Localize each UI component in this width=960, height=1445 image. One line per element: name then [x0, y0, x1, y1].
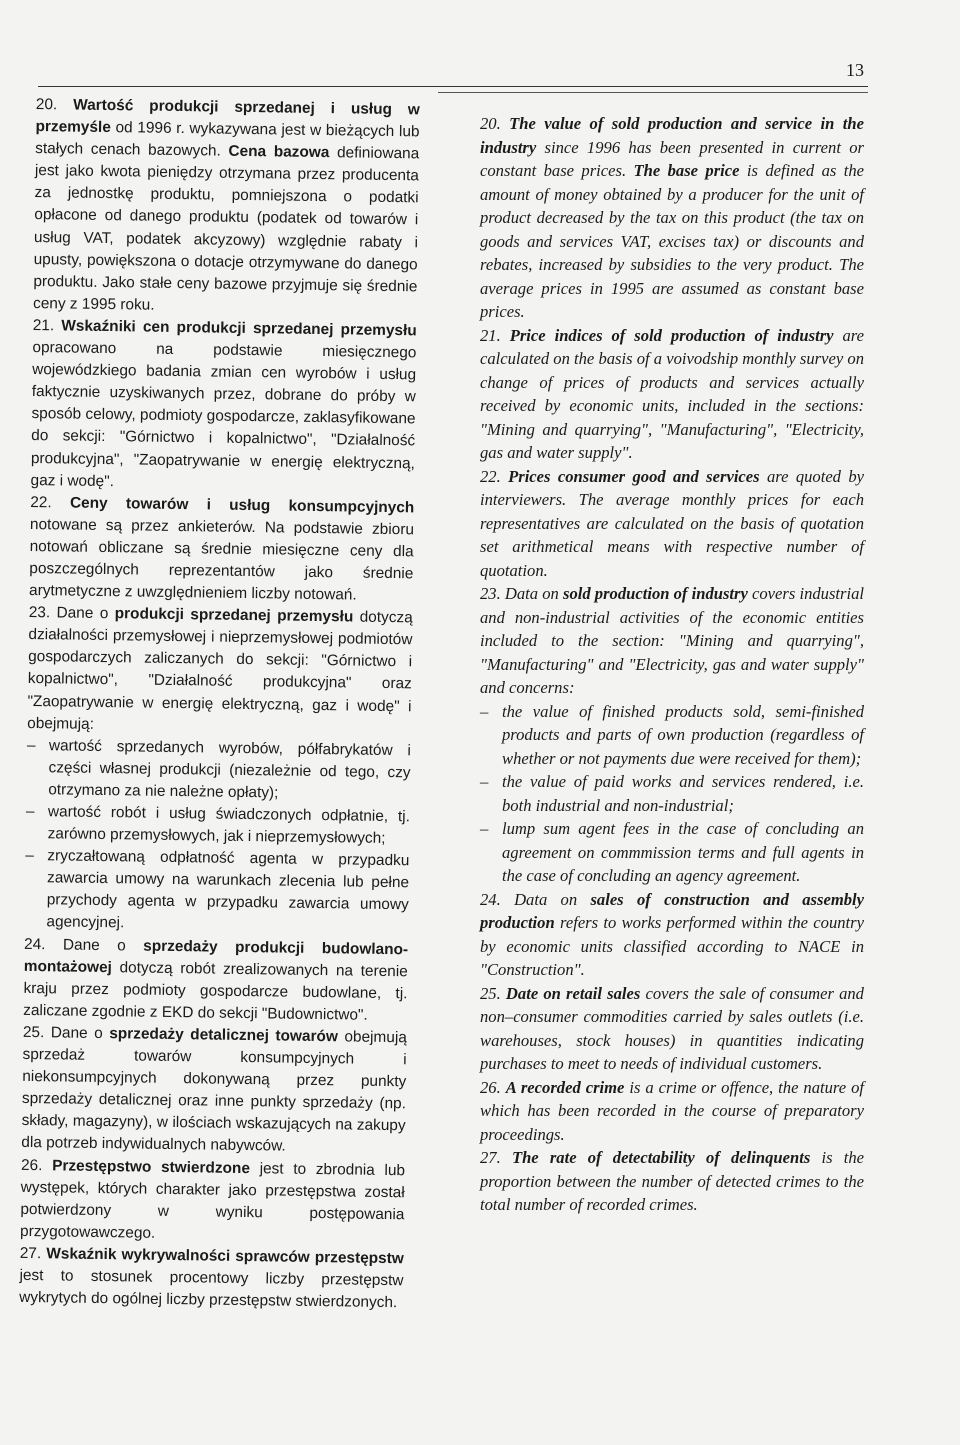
- paragraph-number: 20.: [480, 114, 501, 133]
- paragraph-text: dotyczą działalności przemysłowej i nieprzemysłowej podmiotów gospodarczych zaliczanych do sekcji: "Górnictwo i kopalnictwo", "Działalność produkcyjna" oraz "Zaopatrywanie w energię elektryczną, gaz i wodę" i obejmują:: [27, 608, 413, 733]
- paragraph-number: 20.: [35, 95, 58, 114]
- list-item: [480, 770, 864, 817]
- defined-term: Price indices of sold production of industry: [509, 325, 834, 345]
- paragraph-text: jest to zbrodnia lub występek, których charakter jako przestępstwa został potwierdzony w wyniku postępowania przygotowawczego.: [20, 1159, 406, 1242]
- defined-term: Wartość produkcji sprzedanej i usług w przemyśle: [35, 96, 420, 137]
- definition-paragraph: [29, 492, 415, 608]
- defined-term: sprzedaży detalicznej towarów: [109, 1025, 338, 1046]
- defined-term: Date on retail sales: [505, 983, 641, 1003]
- definition-paragraph: [480, 465, 864, 583]
- paragraph-number: 27.: [480, 1148, 501, 1167]
- paragraph-number: 24.: [480, 889, 501, 909]
- list-item: [26, 735, 411, 807]
- paragraph-text: opracowano na podstawie miesięcznego wojewódzkiego badania zmian cen wyrobów i usług faktycznie uzyskiwanych przez, dobrane do próby w sposób celowy, podmioty gospodarcze, zaklasyfikowane do sekcji: "Górnictwo i kopalnictwo", "Działalność produkcyjna", "Zaopatrywanie w energię elektryczną, gaz i wodę".: [30, 339, 417, 490]
- definition-paragraph: [480, 324, 864, 465]
- defined-term: Cena bazowa: [228, 142, 330, 162]
- defined-term: Wskaźniki cen produkcji sprzedanej przemysłu: [61, 317, 417, 340]
- paragraph-number: 23.: [28, 604, 51, 622]
- definition-paragraph: [480, 888, 864, 982]
- paragraph-number: 25.: [22, 1023, 45, 1042]
- list-item: [26, 801, 411, 851]
- paragraph-lead: Data on: [504, 584, 563, 603]
- defined-term: Prices consumer good and services: [508, 466, 760, 486]
- list-item-text: lump sum agent fees in the case of concluding an agreement on commmission terms and full agents in the case of concluding an agency agreement.: [502, 819, 864, 885]
- paragraph-text: definiowana jest jako kwota pieniędzy otrzymana przez producenta za jednostkę produktu, pomniejszona o podatki opłacone od danego produktu (podatek od towarów i usług VAT, podatek akcyzowy) względnie rabaty i upusty, powiększona o dotacje otrzymywane do danego produktu. Jako stałe ceny bazowe przyjmuje się średnie ceny z 1995 roku.: [32, 144, 420, 314]
- english-column: [480, 112, 864, 1217]
- paragraph-lead: Data on: [514, 889, 591, 909]
- paragraph-number: 26.: [480, 1077, 501, 1097]
- defined-term: A recorded crime: [505, 1077, 625, 1097]
- paragraph-text: jest to stosunek procentowy liczby przestępstw wykrytych do ogólnej liczby przestępstw stwierdzonych.: [19, 1266, 404, 1312]
- definition-paragraph: [19, 1243, 404, 1315]
- definition-paragraph: [480, 112, 864, 324]
- paragraph-text: covers the sale of consumer and non–consumer commodities carried by sales outlets (i.e. warehouses, stock houses) in quantities indicating purchases to meet to needs of individual customers.: [480, 983, 864, 1073]
- paragraph-text: is defined as the amount of money obtained by a producer for the unit of product decreased by the tax on this product (the tax on goods and services VAT, excises tax) or discounts and rebates, increased by subsidies to the very product. The average prices in 1995 are assumed as constant base prices.: [480, 161, 865, 321]
- paragraph-number: 24.: [24, 935, 46, 953]
- paragraph-text: is the proportion between the number of detected crimes to the total number of recorded crimes.: [480, 1148, 864, 1214]
- definition-paragraph: [33, 94, 420, 320]
- paragraph-number: 27.: [19, 1244, 42, 1263]
- paragraph-number: 21.: [480, 325, 501, 345]
- list-dash: –: [480, 701, 489, 721]
- list-dash: –: [480, 772, 489, 791]
- defined-term: Ceny towarów i usług konsumpcyjnych: [69, 494, 415, 517]
- definition-paragraph: [20, 1154, 405, 1248]
- defined-term: Wskaźnik wykrywalności sprawców przestępstw: [46, 1245, 404, 1268]
- paragraph-text: since 1996 has been presented in current or constant base prices.: [480, 137, 864, 180]
- paragraph-number: 25.: [480, 983, 501, 1003]
- paragraph-lead: Dane o: [62, 936, 144, 955]
- paragraph-lead: Dane o: [56, 604, 115, 623]
- definition-paragraph: [23, 933, 408, 1027]
- paragraph-text: dotyczą robót zrealizowanych na terenie kraju przez podmioty gospodarcze budowlane, tj. zaliczane zgodnie z EKD do sekcji "Budownictwo".: [23, 958, 408, 1024]
- paragraph-text: refers to works performed within the country by economic units classified according to NACE in "Construction".: [480, 913, 864, 979]
- list-item-text: wartość robót i usług świadczonych odpłatnie, tj. zarówno przemysłowych, jak i nieprzemysłowych;: [47, 803, 411, 848]
- paragraph-number: 22.: [480, 466, 501, 486]
- paragraph-text: od 1996 r. wykazywana jest w bieżących lub stałych cenach bazowych.: [35, 119, 420, 160]
- paragraph-number: 22.: [30, 493, 52, 511]
- defined-term: The rate of detectability of delinquents: [511, 1148, 811, 1167]
- paragraph-text: obejmują sprzedaż towarów konsumpcyjnych i niekonsumpcyjnych dokonywaną przez punkty sprzedaży detalicznej oraz inne punkty sprzedaży (np. składy, magazyny), w ilościach wskazujących na zakupy dla potrzeb indywidualnych nabywców.: [21, 1028, 407, 1155]
- definition-paragraph: [480, 1076, 864, 1147]
- list-item: [480, 817, 864, 888]
- list-item-text: the value of paid works and services rendered, i.e. both industrial and non-industrial;: [502, 772, 864, 815]
- paragraph-number: 21.: [32, 316, 55, 335]
- defined-term: Przestępstwo stwierdzone: [52, 1156, 251, 1177]
- list-item: [24, 845, 409, 939]
- list-dash: –: [25, 847, 35, 865]
- paragraph-text: are quoted by interviewers. The average monthly prices for each representatives are calculated on the basis of quotation set arithmetical means with respective number of quotation.: [480, 466, 864, 580]
- list-dash: –: [26, 736, 36, 754]
- list-item-text: wartość sprzedanych wyrobów, półfabrykatów i części własnej produkcji (niezależnie od tego, czy otrzymano za nie należne opłaty);: [48, 736, 411, 802]
- definition-paragraph: [480, 982, 864, 1076]
- paragraph-text: is a crime or offence, the nature of which has been recorded in the course of preparatory proceedings.: [480, 1077, 864, 1144]
- paragraph-number: 23.: [480, 584, 501, 603]
- definition-paragraph: [30, 315, 416, 497]
- definition-paragraph: [480, 582, 864, 700]
- paragraph-lead: Dane o: [50, 1024, 110, 1043]
- header-rule-secondary: [438, 92, 868, 93]
- defined-term: The base price: [633, 161, 740, 180]
- list-item-text: the value of finished products sold, semi-finished products and parts of own production (regardless of whether or not payments due were received for them);: [502, 701, 864, 768]
- paragraph-text: notowane są przez ankieterów. Na podstawie zbioru notowań obliczane są średnie miesięczne ceny dla poszczególnych reprezentantów jako średnie arytmetyczne z uwzględnieniem liczby notowań.: [28, 515, 415, 604]
- definition-paragraph: [21, 1022, 407, 1160]
- paragraph-text: are calculated on the basis of a voivodship monthly survey on change of prices of products and services actually received by economic units, included in the sections: "Mining and quarrying", "Manufacturing", "Electricity, gas and water supply".: [480, 325, 864, 462]
- list-item: [480, 700, 864, 771]
- list-dash: –: [480, 819, 489, 838]
- defined-term: sold production of industry: [562, 584, 748, 603]
- polish-column: [19, 94, 420, 1314]
- paragraph-number: 26.: [20, 1156, 43, 1174]
- paragraph-text: covers industrial and non-industrial activities of the economic entities included to the section: "Mining and quarrying", "Manufacturing" and "Electricity, gas and water supply" and concerns:: [480, 584, 865, 697]
- defined-term: sales of construction and assembly production: [480, 889, 864, 932]
- defined-term: produkcji sprzedanej przemysłu: [114, 605, 354, 626]
- defined-term: The value of sold production and service in the industry: [480, 114, 864, 157]
- definition-paragraph: [27, 602, 413, 740]
- page-number: 13: [846, 60, 864, 80]
- header-rule: [38, 86, 868, 87]
- definition-paragraph: [480, 1146, 864, 1217]
- defined-term: sprzedaży produkcji budowlano-montażowej: [23, 937, 409, 976]
- list-item-text: zryczałtowaną odpłatność agenta w przypadku zawarcia umowy na warunkach zlecenia lub pełne przychody agenta w przypadku zawarcia umowy agencyjnej.: [46, 847, 410, 932]
- list-dash: –: [25, 802, 35, 821]
